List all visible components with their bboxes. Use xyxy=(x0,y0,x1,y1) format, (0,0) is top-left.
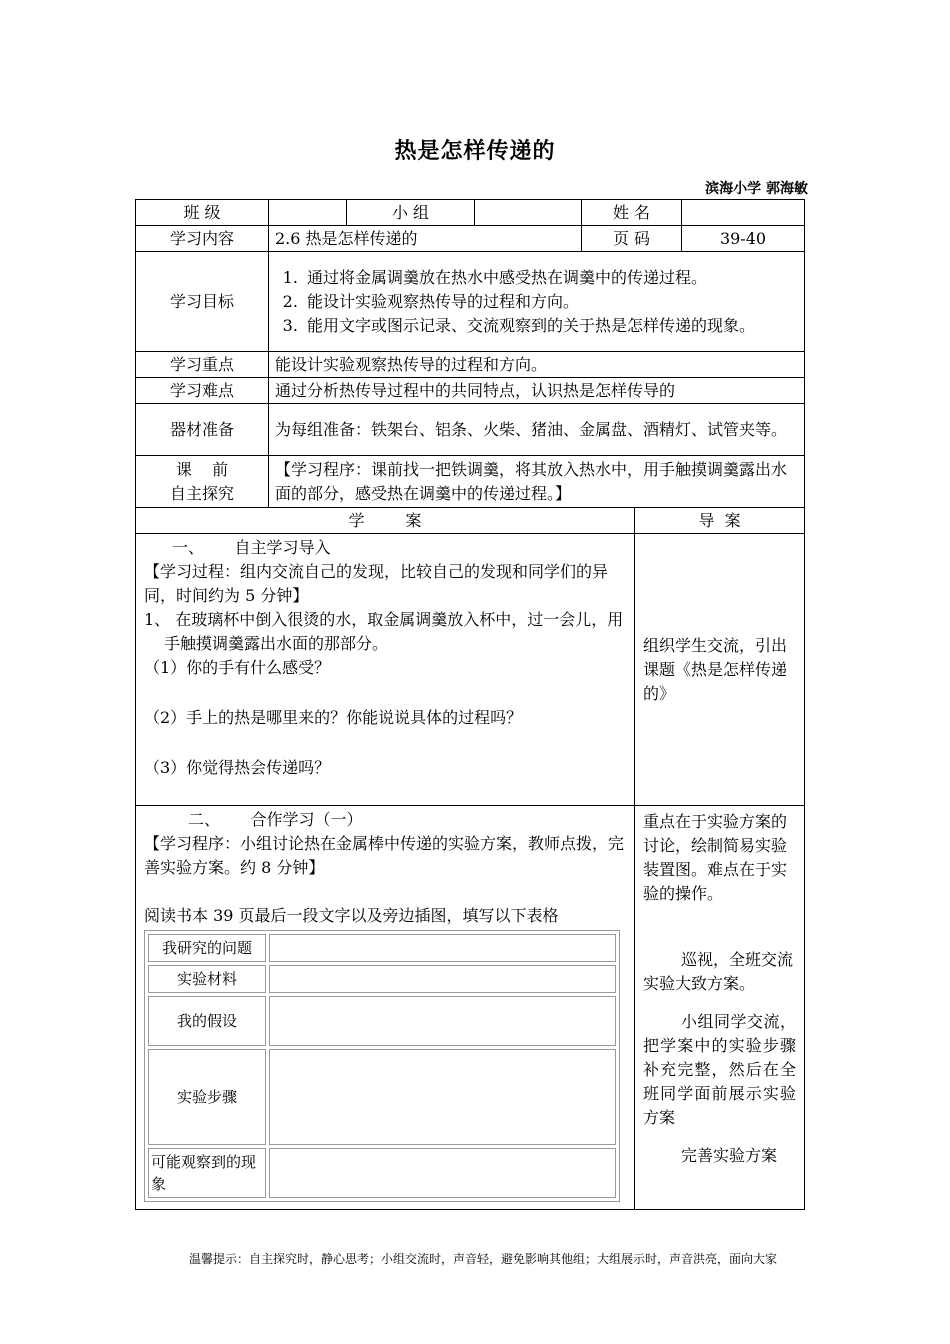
section2-heading: 二、 合作学习（一） xyxy=(188,810,363,829)
equipment-row xyxy=(136,404,805,456)
preclass-row xyxy=(136,456,805,508)
answer-field[interactable] xyxy=(269,934,616,962)
difficulty-row xyxy=(136,378,805,404)
section2-procedure: 【学习程序：小组讨论热在金属棒中传递的实验方案，教师点拨，完善实验方案。约 8 分钟】 xyxy=(144,834,625,877)
group-value xyxy=(475,200,582,226)
preclass-label xyxy=(136,456,269,508)
page-value: 39-40 xyxy=(682,226,805,252)
goal-item: 2. 能设计实验观察热传导的过程和方向。 xyxy=(303,290,798,314)
section1-study xyxy=(136,534,635,806)
section1-procedure: 【学习过程：组内交流自己的发现，比较自己的发现和同学们的异同，时间约为 5 分钟】 xyxy=(144,562,609,605)
table-row xyxy=(148,996,616,1046)
experiment-table xyxy=(144,930,620,1202)
table-row xyxy=(148,934,616,962)
preclass-label-line1: 课 前 xyxy=(175,459,229,479)
goal-item: 1. 通过将金属调羹放在热水中感受热在调羹中的传递过程。 xyxy=(303,266,798,290)
content-row xyxy=(136,226,805,252)
lesson-table xyxy=(135,199,805,1210)
section1-question-3: （3）你觉得热会传递吗？ xyxy=(144,758,331,777)
equipment-value: 为每组准备：铁架台、铝条、火柴、猪油、金属盘、酒精灯、试管夹等。 xyxy=(269,404,805,456)
section1-guide-text: 组织学生交流，引出课题《热是怎样传递的》 xyxy=(643,635,788,703)
table-row xyxy=(148,1049,616,1145)
goals-label: 学习目标 xyxy=(136,252,269,352)
group-label: 小 组 xyxy=(347,200,475,226)
section2-study xyxy=(136,806,635,1210)
table-row xyxy=(148,1148,616,1198)
section2-reading: 阅读书本 39 页最后一段文字以及旁边插图，填写以下表格 xyxy=(144,906,559,925)
focus-label: 学习重点 xyxy=(136,352,269,378)
columns-header-row xyxy=(136,508,805,534)
section2-row xyxy=(136,806,805,1210)
row-label: 实验材料 xyxy=(148,965,266,993)
study-column-header: 学 案 xyxy=(136,508,635,534)
page-label: 页 码 xyxy=(582,226,682,252)
class-label: 班 级 xyxy=(136,200,269,226)
difficulty-value: 通过分析热传导过程中的共同特点，认识热是怎样传导的 xyxy=(269,378,805,404)
row-label: 实验步骤 xyxy=(148,1049,266,1145)
goals-list xyxy=(275,266,798,338)
footer-tip: 温馨提示：自主探究时，静心思考；小组交流时，声音轻，避免影响其他组；大组展示时，声音洪亮，面向大家 xyxy=(188,1252,777,1266)
goals-row xyxy=(136,252,805,352)
section2-guide-1: 重点在于实验方案的讨论，绘制简易实验装置图。难点在于实验的操作。 xyxy=(643,812,788,903)
answer-field[interactable] xyxy=(269,996,616,1046)
row-label: 我的假设 xyxy=(148,996,266,1046)
table-row xyxy=(148,965,616,993)
class-value xyxy=(269,200,347,226)
section2-guide xyxy=(635,806,805,1210)
preclass-label-line2: 自主探究 xyxy=(169,483,234,503)
author-line: 滨海小学 郭海敏 xyxy=(705,181,808,197)
page-title: 热是怎样传递的 xyxy=(394,139,556,164)
focus-row xyxy=(136,352,805,378)
section1-question-2: （2）手上的热是哪里来的？你能说说具体的过程吗？ xyxy=(144,708,523,727)
section1-heading: 一、 自主学习导入 xyxy=(172,538,331,557)
section2-guide-4: 完善实验方案 xyxy=(681,1146,778,1165)
equipment-label: 器材准备 xyxy=(136,404,269,456)
preclass-value: 【学习程序：课前找一把铁调羹，将其放入热水中，用手触摸调羹露出水面的部分，感受热在调羹中的传递过程。】 xyxy=(269,456,805,508)
answer-field[interactable] xyxy=(269,965,616,993)
name-value xyxy=(682,200,805,226)
goal-item: 3. 能用文字或图示记录、交流观察到的关于热是怎样传递的现象。 xyxy=(303,314,798,338)
section1-row xyxy=(136,534,805,806)
section1-guide xyxy=(635,534,805,806)
section2-guide-2: 巡视，全班交流实验大致方案。 xyxy=(643,950,794,993)
section1-question-1: （1）你的手有什么感受？ xyxy=(144,658,331,677)
row-label: 可能观察到的现象 xyxy=(148,1148,266,1198)
guide-column-header: 导 案 xyxy=(635,508,805,534)
focus-value: 能设计实验观察热传导的过程和方向。 xyxy=(269,352,805,378)
content-value: 2.6 热是怎样传递的 xyxy=(269,226,582,252)
header-row xyxy=(136,200,805,226)
name-label: 姓 名 xyxy=(582,200,682,226)
row-label: 我研究的问题 xyxy=(148,934,266,962)
section1-step: 1、 在玻璃杯中倒入很烫的水，取金属调羹放入杯中，过一会儿，用手触摸调羹露出水面的那部分。 xyxy=(144,610,624,653)
goals-cell xyxy=(269,252,805,352)
answer-field[interactable] xyxy=(269,1148,616,1198)
section2-guide-3: 小组同学交流，把学案中的实验步骤补充完整，然后在全班同学面前展示实验方案 xyxy=(643,1012,796,1127)
content-label: 学习内容 xyxy=(136,226,269,252)
answer-field[interactable] xyxy=(269,1049,616,1145)
difficulty-label: 学习难点 xyxy=(136,378,269,404)
